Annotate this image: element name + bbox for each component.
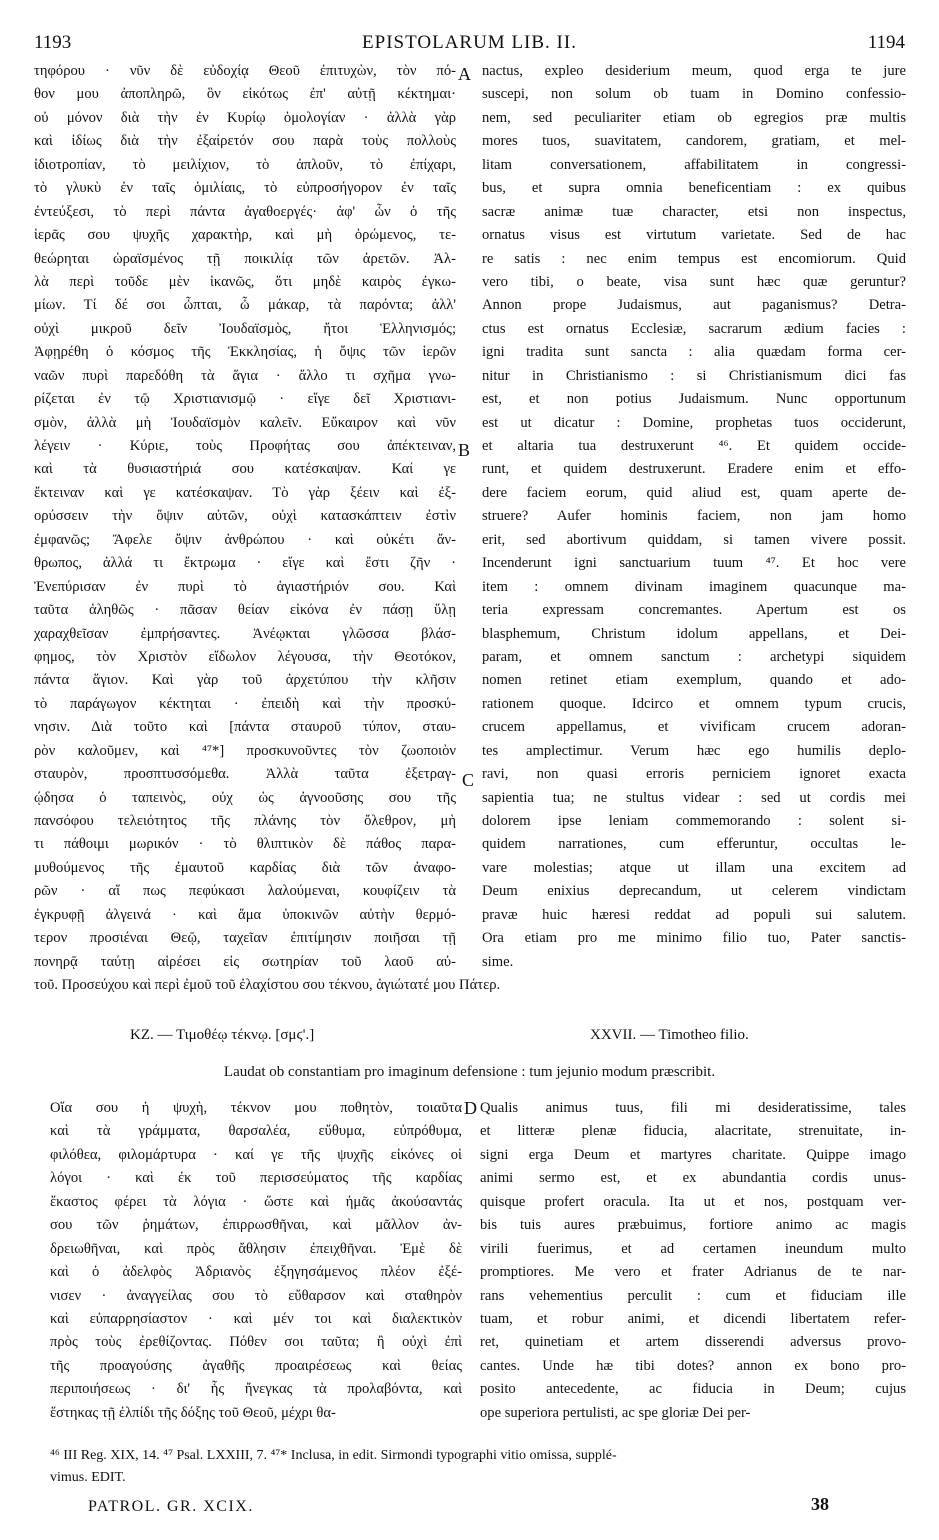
text-line: cantes. Unde hæ tibi dotes? annon ex bono pro- <box>480 1357 906 1374</box>
text-line: σταυρὸν, προσπτυσσόμεθα. Ἀλλὰ ταῦτα ἐξετραγ- <box>34 766 456 783</box>
text-line: ornatus visus est virtutum varietate. Sed de hac <box>482 227 906 244</box>
text-line: nitur in Christianismo : si Christianismum dici fas <box>482 367 906 384</box>
text-line: τι πάθοιμι μωρικόν · τὸ θλιπτικὸν δὲ πάθος παρα- <box>34 836 456 853</box>
right-page-number: 1194 <box>867 32 905 53</box>
text-line: φιλόθεα, φιλομάρτυρα · καί γε τῆς ψυχῆς εἰκόνες οἱ <box>50 1146 462 1163</box>
text-line: περιποιήσεως · δι' ἧς ἤνεγκας τὰ προλαβόντα, καὶ <box>50 1381 462 1398</box>
text-line: re satis : nec enim tempus est encomiorum. Quid <box>482 250 906 267</box>
text-line: ctus est ornatus Ecclesiæ, sacrarum ædium facies : <box>482 320 906 337</box>
text-line: pravæ huic hæresi reddat ad populi sui salutem. <box>482 906 906 923</box>
running-title: EPISTOLARUM LIB. II. <box>362 32 577 53</box>
page-header <box>34 28 905 58</box>
text-line: Ἐνεπύρισαν ἐν πυρὶ τὸ ἁγιαστήριόν σου. Καὶ <box>34 578 456 595</box>
text-line: Οἵα σου ἡ ψυχὴ, τέκνον μου ποθητὸν, τοιαῦτα <box>50 1100 462 1116</box>
text-line: ἱερᾶς σου ψυχῆς χαρακτὴρ, καὶ μὴ ὁρώμενος, τε- <box>34 227 456 244</box>
text-line: bus, et supra omnia beneficentiam : ex quibus <box>482 180 906 197</box>
text-line: teria expressam concremantes. Apertum est os <box>482 602 906 619</box>
text-line: crucem appellamus, et vivificam crucem adoran- <box>482 719 906 736</box>
text-line: sapientia tua; ne stultus videar : sed ut cordis mei <box>482 789 906 806</box>
text-line: Annon prope Judaismus, aut paganismus? Detra- <box>482 297 906 314</box>
text-line: promptiores. Me vero et frater Adrianus de te nar- <box>480 1264 906 1281</box>
text-line: μυθούμενος τῆς ἐμαυτοῦ καρδίας διὰ τῶν ἀναφο- <box>34 859 456 876</box>
text-line: οὐ μόνον διὰ τὴν ἐν Κυρίῳ ὁμολογίαν · ἀλλὰ γὰρ <box>34 109 456 126</box>
text-line: ῴδησα ὁ ταπεινὸς, οὐχ ὡς ἀγνοοῦσης σου τῆς <box>34 789 456 806</box>
series-signature: PATROL. GR. XCIX. <box>88 1498 254 1515</box>
text-line: λέγειν · Κύριε, τοὺς Προφήτας σου ἀπέκτειναν, <box>34 438 456 454</box>
text-line: erit, sed abortivum quiddam, si tamen vivere possit. <box>482 531 906 548</box>
text-line: καὶ εὐπαρρησίαστον · καὶ μέν τοι καὶ διαλεκτικὸν <box>50 1310 462 1327</box>
text-line: est ut dicatur : Domine, prophetas tuos occiderunt, <box>482 414 906 431</box>
margin-marker-a: A <box>458 64 471 84</box>
text-line: ρίζεται ἐν τῷ Χριστιανισμῷ · εἴγε δεῖ Χριστιανι- <box>34 391 456 408</box>
greek-column-lower <box>50 1097 462 1425</box>
text-line: ἐμφανῶς; Ἄφελε ὄψιν ἀνθρώπου · καὶ οὐκέτι ἄν- <box>34 531 456 548</box>
margin-marker-d: D <box>464 1098 477 1118</box>
text-line: nactus, expleo desiderium meum, quod erga te jure <box>482 63 906 79</box>
text-line: ἐντεύξεσι, τὸ περὶ πάντα ἀγαθοεργές· ἀφ' ὧν ὁ τῆς <box>34 203 456 220</box>
text-line: ρὸν καλοῦμεν, καὶ ⁴⁷*] προσκυνοῦντες τὸν ζωοποιὸν <box>34 742 456 759</box>
text-line: τοῦ. Προσεύχου καὶ περὶ ἐμοῦ τοῦ ἐλαχίστου σου τέκνου, ἁγιώτατέ μου Πάτερ. <box>34 977 501 994</box>
text-line: πρὸς τοὺς ἐρεθίζοντας. Πόθεν σοι ταῦτα; ἢ οὐχὶ ἐπὶ <box>50 1334 462 1351</box>
text-line: ravi, non quasi erroris perniciem ignoret exacta <box>482 766 906 783</box>
text-line: quidem narrationes, cum efferuntur, occultas le- <box>482 836 906 853</box>
text-line: νησιν. Διὰ τοῦτο καὶ [πάντα σταυροῦ τύπον, σταυ- <box>34 719 456 736</box>
left-page-number: 1193 <box>34 32 72 53</box>
text-line: litam conversationem, affabilitatem in congressi- <box>482 156 906 173</box>
text-line: mores tuos, suavitatem, candorem, gratiam, et mel- <box>482 133 906 150</box>
text-line: ταῦτα ἀληθῶς · πᾶσαν θείαν εἰκόνα ἐν πάσῃ ὕλῃ <box>34 602 456 619</box>
text-line: καὶ ὁ ἀδελφὸς Ἀδριανὸς ἐξηγησάμενος πλέον ἐξέ- <box>50 1264 462 1281</box>
text-line: blasphemum, Christum idolum appellans, et Dei- <box>482 625 906 642</box>
text-line: item : omnem divinam imaginem quacunque ma- <box>482 578 906 595</box>
text-line: ret, quinetiam et artem disserendi adversus provo- <box>480 1334 906 1351</box>
text-line: et litteræ plenæ fiducia, alacritate, strenuitate, in- <box>480 1123 906 1140</box>
text-line: θρωπος, ἀλλά τι ἔκτρωμα · εἴγε καὶ ἔστι ζῆν · <box>34 555 456 572</box>
text-line: posito antecedente, ac fiducia in Deum; cujus <box>480 1381 906 1398</box>
margin-marker-b: B <box>458 440 471 460</box>
footnotes <box>50 1445 905 1489</box>
text-line: ναῶν πυρὶ παρεδόθη τὰ ἅγια · ἄλλο τι σχῆμα γνω- <box>34 367 456 384</box>
text-line: χαραχθεῖσαν ἐμπρήσαντες. Ἀνέῳκται γλῶσσα βλάσ- <box>34 625 456 642</box>
latin-column-lower <box>480 1097 906 1425</box>
text-line: Incenderunt igni sanctuarium tuum ⁴⁷. Et hoc vere <box>482 555 906 572</box>
text-line: σου τῶν ῥημάτων, ἐπιρρωσθῆναι, καὶ μᾶλλον ἀν- <box>50 1217 462 1234</box>
text-line: ἔκτειναν καὶ γε κατέσκαψαν. Τὸ γὰρ ξέειν καὶ ἐξ- <box>34 484 456 501</box>
text-line: bis tuis aures præbuimus, fortiore animo ac magis <box>480 1217 906 1234</box>
text-line: οὐχὶ μικροῦ δεῖν Ἰουδαϊσμὸς, ἤτοι Ἑλληνισμός; <box>34 320 456 337</box>
text-line: dolorem ipse leniam commemorando : solent si- <box>482 813 906 829</box>
text-line: rans vehementius perculit : cum et fiduciam ille <box>480 1287 906 1304</box>
letter-summary: Laudat ob constantiam pro imaginum defensione : tum jejunio modum præscribit. <box>223 1064 716 1080</box>
margin-marker-c: C <box>462 770 475 790</box>
text-line: Qualis animus tuus, fili mi desideratissime, tales <box>480 1100 906 1116</box>
greek-letter-heading: ΚΖ. — Τιμοθέῳ τέκνῳ. [σμϛ'.] <box>130 1027 315 1043</box>
text-line: πάντα ἅγιον. Καὶ γὰρ τοῦ ἀρχετύπου τὴν κλῆσιν <box>34 672 456 689</box>
text-line: rationem quoque. Idcirco et omnem typum crucis, <box>482 695 906 712</box>
text-line: param, et omnem sanctum : archetypi siquidem <box>482 648 906 665</box>
text-line: nomen retinet etiam exemplum, quando et ado- <box>482 672 906 689</box>
text-line: τερον προσιέναι Θεῷ, ταχεῖαν ἐπιτίμησιν ποιῆσαι τῇ <box>34 930 456 947</box>
text-line: καὶ ἰδίως διὰ τὴν ἐξαίρετόν σου παρὰ τοὺς πολλοὺς <box>34 133 456 150</box>
text-line: signi erga Deum et martyres charitate. Quippe imago <box>480 1146 906 1163</box>
text-line: virili fuerimus, et ad certamen ineundum multo <box>480 1240 906 1257</box>
text-line: est, et non potius Judaismum. Nunc opportunum <box>482 391 906 408</box>
text-line: igni tradita sunt sancta : alia quædam forma cer- <box>482 344 906 361</box>
text-line: vare molestias; atque ut illam una excitem ad <box>482 859 906 876</box>
text-line: τὸ γλυκὺ ἐν ταῖς ὁμιλίαις, τὸ εὐπροσήγορον ἐν ταῖς <box>34 180 456 197</box>
text-line: quisque profert oracula. Ita ut et nos, postquam ver- <box>480 1193 906 1210</box>
text-line: καὶ τὰ θυσιαστήριά σου κατέσκαψαν. Καί γε <box>34 461 456 478</box>
text-line: Ora etiam pro me minimo filio tuo, Pater sanctis- <box>482 930 906 947</box>
text-line: πονηρᾷ ταύτῃ αἱρέσει εἰς σωτηρίαν τοῦ λαοῦ αὐ- <box>34 953 456 970</box>
text-line: καὶ τὰ γράμματα, θαρσαλέα, εὔθυμα, εὐπρόθυμα, <box>50 1123 462 1140</box>
text-line: ρῶν · αἵ πως πεφύκασι λαλούμεναι, κουφίζειν τὰ <box>34 883 456 900</box>
text-line: sacræ animæ tuæ character, etsi non inspectus, <box>482 203 906 220</box>
text-line: ope superiora pertulisti, ac spe gloriæ Dei per- <box>480 1404 751 1421</box>
text-line: animi sermo est, et ex abundantia cordis unus- <box>480 1170 906 1187</box>
text-line: φημος, τὸν Χριστὸν εἴδωλον λέγουσα, τὴν Θεοτόκον, <box>34 648 456 665</box>
text-line: ορύσσειν τὴν ὄψιν αὐτῶν, οὐχὶ κατασκάπτειν ἐστὶν <box>34 508 456 525</box>
text-line: τὸ παράγωγον κέκτηται · ἐπειδὴ καὶ τὴν προσκύ- <box>34 695 456 712</box>
text-line: πανσόφου τελειότητος τῆς πλάνης τὸν ὄλεθρον, μὴ <box>34 813 456 829</box>
sheet-number: 38 <box>811 1494 829 1514</box>
text-line: ἐγκρυφῇ ἀλγεινά · καὶ ἅμα ὑποκινῶν αὐτὴν θερμό- <box>34 906 456 923</box>
text-line: sime. <box>482 953 514 970</box>
text-line: et altaria tua destruxerunt ⁴⁶. Et quidem occide- <box>482 438 906 454</box>
text-line: δρειωθῆναι, καὶ πρὸς ἄθλησιν ἐπειχθῆναι. Ἐμὲ δὲ <box>50 1240 462 1257</box>
latin-letter-heading: XXVII. — Timotheo filio. <box>590 1027 749 1043</box>
latin-column-upper <box>482 60 906 974</box>
text-line: runt, et quidem destruxerunt. Eradere enim et effo- <box>482 461 906 478</box>
text-line: ἕστηκας τῇ ἐλπίδι τῆς δόξης τοῦ Θεοῦ, μέχρι θα- <box>50 1404 336 1421</box>
text-line: dere faciem eorum, quid aliud est, quam aperte de- <box>482 484 906 501</box>
text-line: Ἀφῃρέθη ὁ κόσμος τῆς Ἐκκλησίας, ἡ ὄψις τῶν ἱερῶν <box>34 344 456 361</box>
text-line: νισεν · ἀναγγείλας σου τὸ εὔθαρσον καὶ σταθηρὸν <box>50 1287 462 1304</box>
text-line: Deum enixius deprecandum, ut celerem vindictam <box>482 883 906 900</box>
text-line: τῆς προαγούσης ἀγαθῆς προαιρέσεως καὶ θείας <box>50 1357 462 1374</box>
text-line: θεώρηται ὡραϊσμένος τῇ ποικιλίᾳ τῶν ἀρετῶν. Ἀλ- <box>34 250 456 267</box>
text-line: struere? Aufer hominis faciem, non jam homo <box>482 508 906 525</box>
footnote-line: ⁴⁶ III Reg. XIX, 14. ⁴⁷ Psal. LXXIII, 7. ⁴⁷* Inclusa, in edit. Sirmondi typographi vitio omissa, supplé- <box>50 1448 617 1463</box>
text-line: σμὸν, ἀλλὰ μὴ Ἰουδαϊσμὸν καλεῖν. Εὔκαιρον καὶ νῦν <box>34 414 456 431</box>
text-line: suscepi, non solum ob tuam in Domino confessio- <box>482 86 906 103</box>
text-line: vero tibi, o beate, visa sunt hæc quæ geruntur? <box>482 273 906 290</box>
text-line: tes amplectimur. Verum hæc ego humilis deplo- <box>482 742 906 759</box>
text-line: λόγοι · καὶ ἐκ τοῦ περισσεύματος τῆς καρδίας <box>50 1170 462 1187</box>
text-line: tuam, et robur animi, et dicendi libertatem refer- <box>480 1310 906 1327</box>
text-line: λὰ περὶ τοῦδε μὲν ἱκανῶς, ὅτι μηδὲ καιρὸς ἐγκω- <box>34 273 456 290</box>
text-line: nem, sed peculiariter etiam ob egregios præ multis <box>482 109 906 126</box>
footnote-line: vimus. EDIT. <box>50 1470 126 1485</box>
text-line: μίων. Τί δέ σοι ὦπται, ὦ μάκαρ, τὰ παρόντα; ἀλλ' <box>34 297 456 314</box>
text-line: ἰδιοτροπίαν, τὸ μειλίχιον, τὸ ἁπλοῦν, τὸ ἐπίχαρι, <box>34 156 456 173</box>
text-line: ἕκαστος φέρει τὰ λόγια · ὥστε καὶ ἡμᾶς ἀκούσαντάς <box>50 1193 462 1210</box>
text-line: θον μου ἀποπληρῶ, ὃν εἰκότως ἐπ' αὐτῇ κέκτημαι· <box>34 86 456 103</box>
text-line: τηφόρου · νῦν δὲ εὐδοχίᾳ Θεοῦ ἐπιτυχὼν, τὸν πό- <box>34 63 456 79</box>
